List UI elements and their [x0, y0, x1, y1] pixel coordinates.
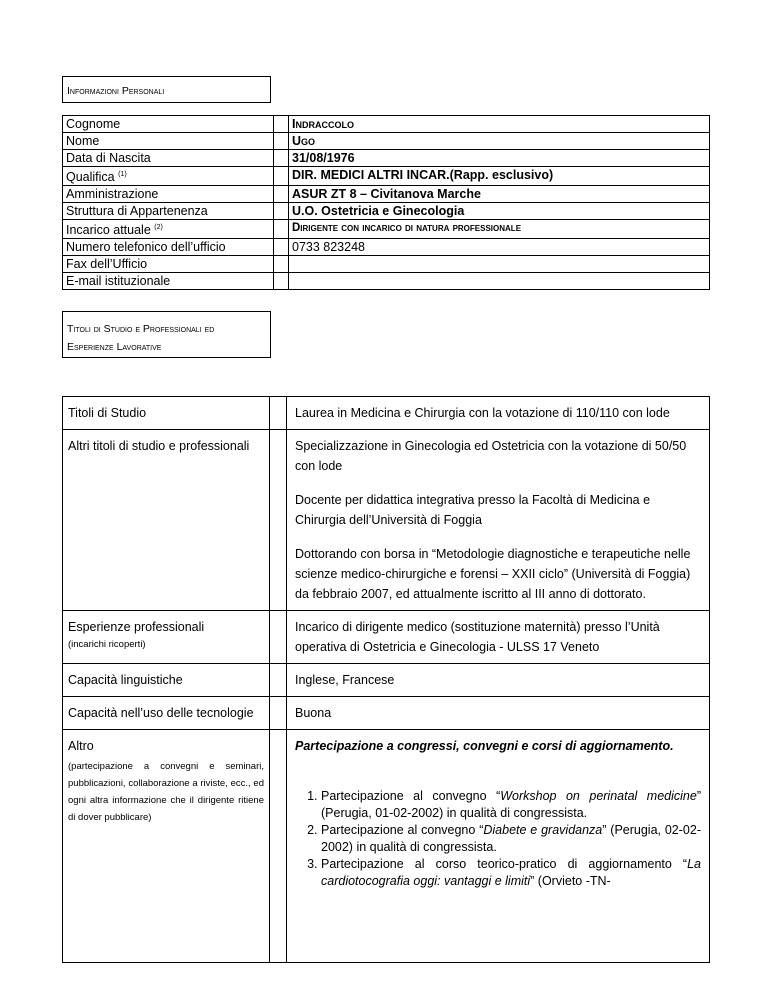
personal-label-text: Incarico attuale	[66, 223, 151, 238]
spacer-cell	[274, 116, 289, 133]
personal-label	[63, 133, 274, 150]
personal-label-text: Amministrazione	[66, 187, 159, 202]
congress-item-pre: Partecipazione al corso teorico-pratico di aggiornamento “	[321, 857, 688, 871]
titoli-studio-label: Titoli di Studio	[63, 397, 270, 430]
lingue-label: Capacità linguistiche	[63, 664, 270, 697]
personal-label	[63, 256, 274, 273]
spacer-cell	[270, 430, 287, 611]
row-altro	[63, 730, 710, 963]
personal-value: 31/08/1976	[289, 150, 710, 167]
spacer-cell	[274, 220, 289, 239]
altro-title: Partecipazione a congressi, convegni e corsi di aggiornamento.	[295, 739, 674, 753]
esperienze-label-cell	[63, 611, 270, 664]
spacer-cell	[274, 256, 289, 273]
personal-row	[63, 239, 710, 256]
altri-titoli-label: Altri titoli di studio e professionali	[63, 430, 270, 611]
spacer-cell	[270, 697, 287, 730]
footnote-marker: (2)	[154, 224, 163, 232]
spacer-cell	[274, 150, 289, 167]
personal-label-text: Cognome	[66, 117, 121, 131]
tecnologie-value: Buona	[287, 697, 710, 730]
altri-titoli-item: Docente per didattica integrativa presso la Facoltà di Medicina e Chirurgia dell’Università di Foggia	[295, 493, 651, 527]
spacer-cell	[270, 730, 287, 963]
congress-item-post: ” (Perugia, 02-02-2002) in qualità di congressista.	[321, 823, 701, 854]
spacer-cell	[274, 133, 289, 150]
altri-titoli-item: Specializzazione in Ginecologia ed Ostetricia con la votazione di 50/50 con lode	[295, 439, 687, 473]
personal-label-text: Nome	[66, 134, 100, 148]
row-altri-titoli	[63, 430, 710, 611]
spacer-cell	[270, 664, 287, 697]
personal-label-text: Struttura di Appartenenza	[66, 204, 208, 219]
personal-value: Indraccolo	[289, 116, 710, 133]
personal-label-text: E-mail istituzionale	[66, 274, 171, 289]
personal-label	[63, 220, 274, 239]
altri-titoli-item: Dottorando con borsa in “Metodologie diagnostiche e terapeutiche nelle scienze medico-chirurgiche e forensi – XXII ciclo” (Università di Foggia) da febbraio 2007, ed attualmente iscritto al III anno di dottorato.	[295, 547, 691, 601]
personal-label	[63, 167, 274, 186]
personal-label-text: Data di Nascita	[66, 151, 151, 165]
congress-item-post: ” (Perugia, 01-02-2002) in qualità di congressista.	[321, 789, 701, 820]
congress-item-pre: Partecipazione al convegno “	[321, 789, 501, 803]
altro-label-cell	[63, 730, 270, 963]
personal-row	[63, 150, 710, 167]
personal-value: 0733 823248	[289, 239, 710, 256]
spacer-cell	[274, 186, 289, 203]
personal-label-text: Numero telefonico dell’ufficio	[66, 240, 226, 255]
section-header-titoli-line1: Titoli di Studio e Professionali ed	[67, 323, 215, 335]
spacer-cell	[270, 397, 287, 430]
personal-row	[63, 256, 710, 273]
altro-value	[287, 730, 710, 963]
congress-item-title: Diabete e gravidanza	[483, 823, 603, 837]
personal-label	[63, 203, 274, 220]
section-header-personal: Informazioni Personali	[62, 76, 271, 103]
personal-row	[63, 133, 710, 150]
titoli-table	[62, 396, 710, 963]
footnote-marker: (1)	[118, 171, 127, 178]
altri-titoli-values	[287, 430, 710, 611]
personal-value	[289, 256, 710, 273]
personal-value: Ugo	[289, 133, 710, 150]
spacer-cell	[274, 273, 289, 290]
tecnologie-label: Capacità nell’uso delle tecnologie	[63, 697, 270, 730]
titoli-studio-value: Laurea in Medicina e Chirurgia con la votazione di 110/110 con lode	[287, 397, 710, 430]
personal-row	[63, 220, 710, 239]
personal-row	[63, 273, 710, 290]
personal-label	[63, 186, 274, 203]
personal-row	[63, 203, 710, 220]
section-header-titoli-line2: Esperienze Lavorative	[67, 341, 162, 353]
congress-item-title: La cardiotocografia oggi: vantaggi e limiti	[321, 857, 701, 888]
congress-item	[321, 822, 701, 856]
spacer-cell	[270, 611, 287, 664]
lingue-value: Inglese, Francese	[287, 664, 710, 697]
row-lingue	[63, 664, 710, 697]
congress-item-post: ” (Orvieto -TN-	[530, 874, 611, 888]
personal-value: Dirigente con incarico di natura professionale	[289, 220, 710, 239]
personal-label-text: Qualifica	[66, 170, 115, 185]
personal-label-text: Fax dell’Ufficio	[66, 257, 148, 272]
esperienze-value: Incarico di dirigente medico (sostituzione maternità) presso l’Unità operativa di Ostetricia e Ginecologia - ULSS 17 Veneto	[287, 611, 710, 664]
altro-label: Altro	[68, 739, 94, 753]
spacer-cell	[274, 167, 289, 186]
personal-label	[63, 239, 274, 256]
congress-item	[321, 856, 701, 890]
row-titoli-studio	[63, 397, 710, 430]
congress-item-title: Workshop on perinatal medicine	[500, 789, 697, 803]
personal-row	[63, 186, 710, 203]
spacer-cell	[274, 239, 289, 256]
personal-value: U.O. Ostetricia e Ginecologia	[289, 203, 710, 220]
spacer-cell	[274, 203, 289, 220]
altro-note: (partecipazione a convegni e seminari, pubblicazioni, collaborazione a riviste, ecc., ed ogni altra informazione che il dirigente ritiene di dover pubblicare)	[68, 761, 264, 823]
congress-item	[321, 788, 701, 822]
personal-info-table	[62, 115, 710, 290]
esperienze-label: Esperienze professionali	[68, 620, 205, 634]
row-tecnologie	[63, 697, 710, 730]
personal-value	[289, 273, 710, 290]
personal-value: DIR. MEDICI ALTRI INCAR.(Rapp. esclusivo)	[289, 167, 710, 186]
congress-list	[295, 788, 701, 890]
personal-label	[63, 273, 274, 290]
personal-row	[63, 167, 710, 186]
row-esperienze	[63, 611, 710, 664]
personal-label	[63, 116, 274, 133]
personal-value: ASUR ZT 8 – Civitanova Marche	[289, 186, 710, 203]
section-header-titoli	[62, 311, 271, 358]
personal-label	[63, 150, 274, 167]
esperienze-note: (incarichi ricoperti)	[68, 639, 146, 650]
congress-item-pre: Partecipazione al convegno “	[321, 823, 484, 837]
personal-row	[63, 116, 710, 133]
